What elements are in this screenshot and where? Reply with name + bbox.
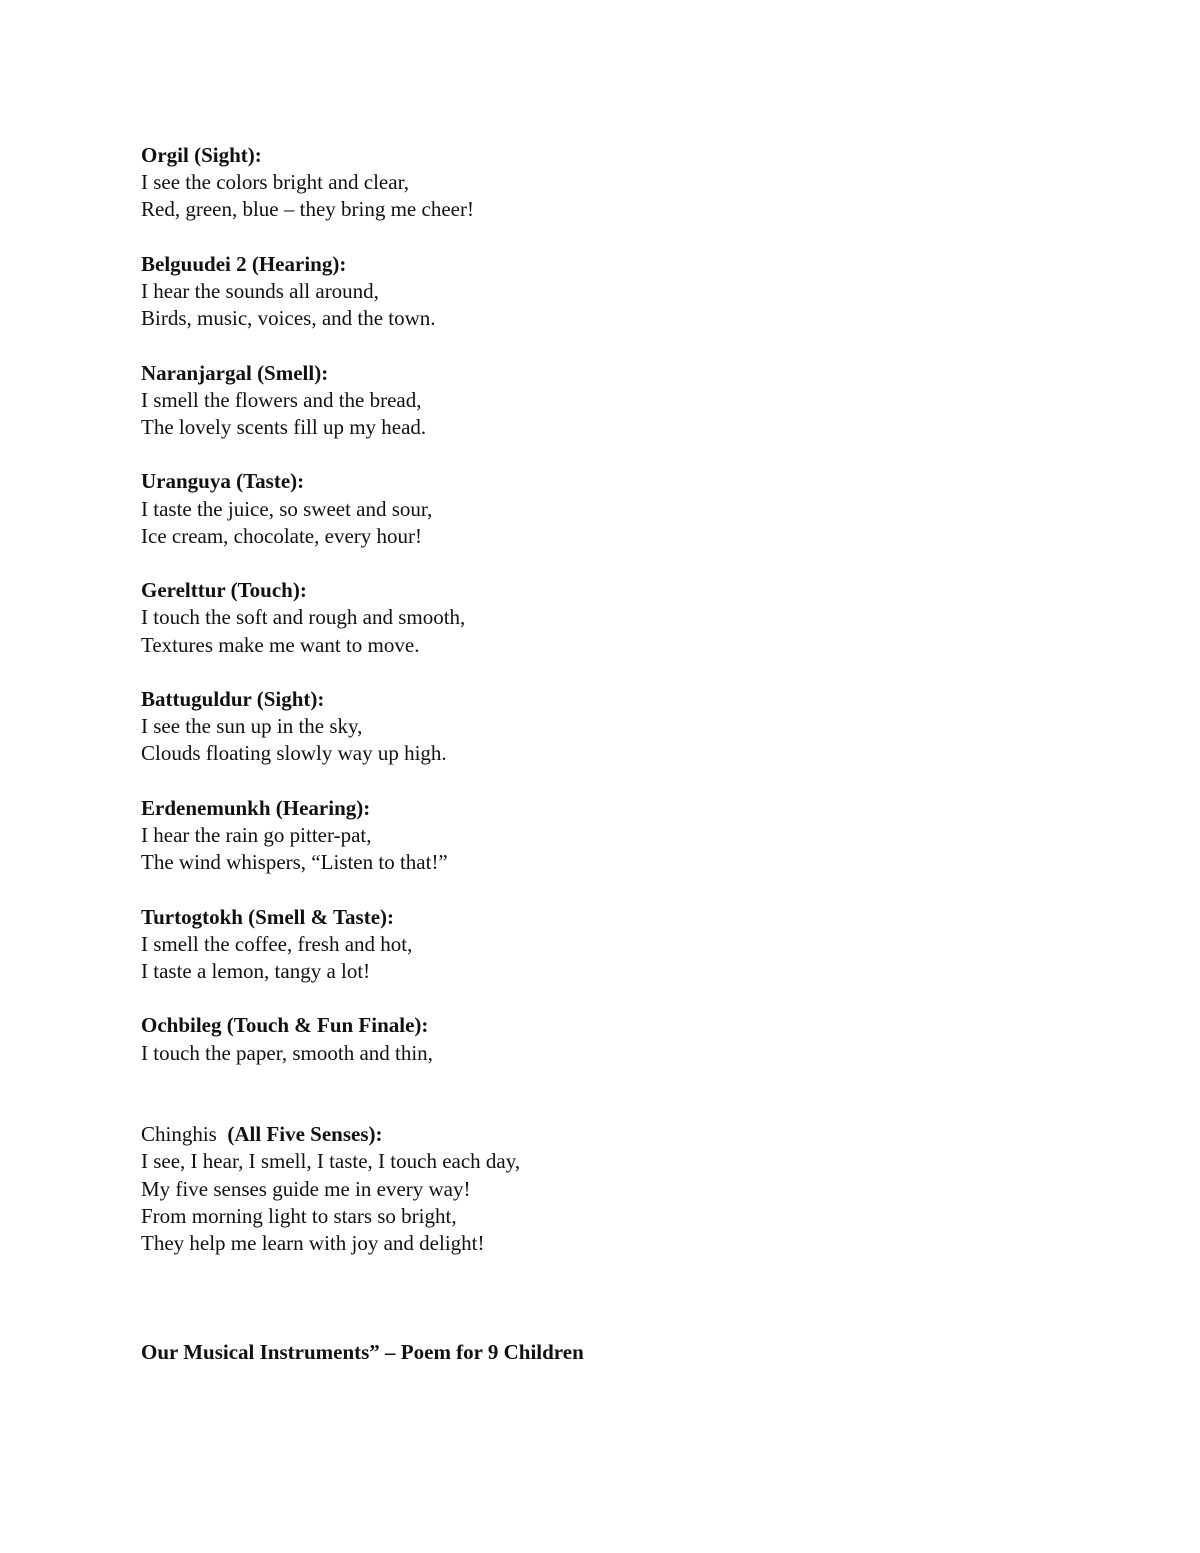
stanza-heading: Turtogtokh (Smell & Taste):: [141, 904, 394, 929]
stanza-orgil: [141, 142, 1101, 224]
stanza-line: They help me learn with joy and delight!: [141, 1230, 485, 1255]
stanza-line: I see the colors bright and clear,: [141, 170, 409, 195]
stanza-line: I hear the rain go pitter-pat,: [141, 822, 372, 847]
stanza-line: I taste the juice, so sweet and sour,: [141, 496, 433, 521]
stanza-naranjargal: [141, 360, 1101, 442]
stanza-line: Clouds floating slowly way up high.: [141, 741, 447, 766]
stanza-heading: Gerelttur (Touch):: [141, 578, 307, 603]
stanza-heading: Uranguya (Taste):: [141, 469, 305, 494]
stanza-battuguldur: [141, 686, 1101, 768]
stanza-heading: [141, 1121, 1101, 1148]
stanza-belguudei: [141, 251, 1101, 333]
stanza-line: Red, green, blue – they bring me cheer!: [141, 197, 474, 222]
stanza-heading: Erdenemunkh (Hearing):: [141, 795, 371, 820]
stanza-line: The lovely scents fill up my head.: [141, 415, 427, 439]
stanza-heading: Naranjargal (Smell):: [141, 360, 329, 385]
stanza-line: The wind whispers, “Listen to that!”: [141, 850, 448, 875]
stanza-line: Textures make me want to move.: [141, 632, 420, 657]
stanza-line: I smell the flowers and the bread,: [141, 387, 422, 412]
stanza-heading: Battuguldur (Sight):: [141, 686, 325, 711]
stanza-heading: Orgil (Sight):: [141, 143, 262, 167]
stanza-line: I see, I hear, I smell, I taste, I touch each day,: [141, 1149, 521, 1174]
stanza-line: I taste a lemon, tangy a lot!: [141, 958, 371, 983]
stanza-turtogtokh: [141, 904, 1101, 986]
stanza-line: Birds, music, voices, and the town.: [141, 306, 436, 331]
stanza-line: I smell the coffee, fresh and hot,: [141, 931, 413, 956]
stanza-heading: Belguudei 2 (Hearing):: [141, 251, 347, 276]
stanza-line: I touch the paper, smooth and thin,: [141, 1040, 433, 1065]
poem-body: [141, 142, 1101, 1366]
stanza-line: From morning light to stars so bright,: [141, 1203, 457, 1228]
stanza-heading: Ochbileg (Touch & Fun Finale):: [141, 1013, 429, 1038]
speaker-name: Chinghis: [141, 1122, 217, 1147]
senses-label: (All Five Senses):: [227, 1122, 383, 1147]
stanza-line: I hear the sounds all around,: [141, 279, 379, 303]
stanza-line: I touch the soft and rough and smooth,: [141, 605, 466, 630]
stanza-uranguya: [141, 468, 1101, 550]
stanza-gerelttur: [141, 577, 1101, 659]
stanza-line: My five senses guide me in every way!: [141, 1176, 471, 1201]
next-poem-title: Our Musical Instruments” – Poem for 9 Children: [141, 1339, 584, 1364]
stanza-line: I see the sun up in the sky,: [141, 714, 363, 739]
stanza-erdenemunkh: [141, 795, 1101, 877]
stanza-ochbileg: [141, 1012, 1101, 1066]
stanza-line: Ice cream, chocolate, every hour!: [141, 523, 422, 548]
stanza-chinghis: [141, 1121, 1101, 1257]
